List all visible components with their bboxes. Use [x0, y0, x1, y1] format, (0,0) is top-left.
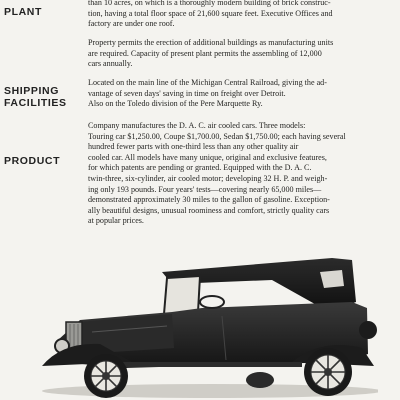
- text-line: factory are under one roof.: [88, 19, 175, 29]
- product-paragraph: [88, 121, 394, 227]
- front-wheel: [84, 354, 128, 398]
- rear-wheel: [304, 348, 352, 396]
- text-line: cars annually.: [88, 59, 133, 69]
- section-label-product: [4, 155, 60, 167]
- text-line: Property permits the erection of additional buildings as manufacturing units: [88, 38, 334, 47]
- text-line: Also on the Toledo division of the Pere Marquette Ry.: [88, 99, 263, 109]
- text-line: Touring car $1,250.00, Coupe $1,700.00, Sedan $1,750.00; each having several: [88, 131, 346, 141]
- text-line: hundred fewer parts with one-third less than any other quality air: [88, 142, 299, 152]
- plant-label-text: PLANT: [4, 6, 42, 18]
- text-line: vantage of seven days' saving in time on freight over Detroit.: [88, 88, 286, 98]
- steering-wheel: [200, 296, 224, 308]
- text-line: for which patents are pending or granted. Equipped with the D. A. C.: [88, 163, 312, 173]
- running-board: [122, 362, 302, 367]
- product-label-text: PRODUCT: [4, 155, 61, 167]
- text-line: ing only 193 pounds. Four years' tests—covering nearly 65,000 miles—: [88, 184, 322, 194]
- rear-window: [320, 270, 344, 288]
- text-line: demonstrated approximately 30 miles to the gallon of gasoline. Exception-: [88, 195, 330, 205]
- shipping-label-line2: FACILITIES: [4, 97, 67, 109]
- text-line: are required. Capacity of present plant permits the assembling of 12,000: [88, 48, 322, 58]
- text-line: than 10 acres, on which is a thoroughly modern building of brick construc-: [88, 0, 331, 7]
- text-line: Company manufactures the D. A. C. air cooled cars. Three models:: [88, 121, 306, 130]
- text-line: tion, having a total floor space of 21,600 square feet. Executive Offices and: [88, 8, 333, 18]
- text-line: at popular prices.: [88, 216, 144, 226]
- shipping-paragraph: [88, 78, 394, 110]
- text-line: cooled car. All models have many unique, original and exclusive features,: [88, 152, 327, 162]
- shipping-label-line1: SHIPPING: [4, 85, 59, 97]
- plant-paragraph-2: [88, 38, 394, 70]
- plant-paragraph-1: [88, 0, 394, 30]
- section-label-plant: [4, 6, 42, 18]
- section-label-shipping: [4, 85, 67, 109]
- windshield: [164, 276, 200, 314]
- spare-tire: [359, 321, 377, 339]
- car-photograph: [22, 250, 378, 400]
- text-line: twin-three, six-cylinder, air cooled motor; developing 32 H. P. and weigh-: [88, 173, 328, 183]
- text-line: Located on the main line of the Michigan Central Railroad, giving the ad-: [88, 78, 327, 87]
- far-wheel: [246, 372, 274, 388]
- text-line: ally beautiful designs, unusual roominess and comfort, strictly quality cars: [88, 205, 330, 215]
